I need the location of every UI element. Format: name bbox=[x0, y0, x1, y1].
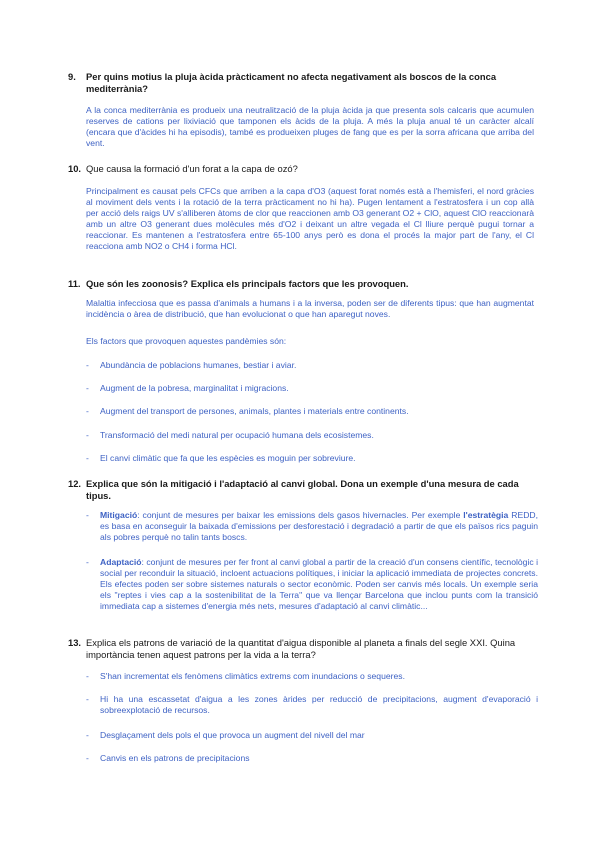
bullet-dash: - bbox=[86, 730, 89, 740]
bullet-dash: - bbox=[86, 406, 89, 416]
list-item bbox=[86, 753, 538, 764]
bullet-dash: - bbox=[86, 360, 89, 370]
bullet-text: Augment del transport de persones, animals, plantes i materials entre continents. bbox=[100, 406, 409, 416]
bullet-text: Desglaçament dels pols el que provoca un augment del nivell del mar bbox=[100, 730, 365, 740]
question-11 bbox=[68, 278, 538, 290]
adaptacio-text: : conjunt de mesures per fer front al canvi global a partir de la creació d'un consens científic, tecnològic i social per reconduir la situació, incloent actuacions polítiques, i iniciar la aplicació immediata de projectes concrets. Els efectes poden ser sobre sistemes naturals o sector econòmic. Poden ser canvis més locals. Un exemple seria els "reptes i vies cap a la sostenibilitat de la Terra" que va llençar Barcelona que inclou punts com la transició immediata cap a sistemes d'energia més nets, mesures d'adaptació al canvi climàtic... bbox=[100, 557, 538, 612]
question-number: 13. bbox=[68, 637, 82, 648]
bullet-text bbox=[100, 510, 538, 543]
list-item bbox=[86, 406, 538, 417]
answer-10: Principalment es causat pels CFCs que arriben a la capa d'O3 (aquest forat només està a l'hemisferi, el nord gràcies al moviment dels vents i la rotació de la terra pràcticament no hi ha). Pugen lentament a l'estratosfera i un cop allà per acció dels raigs UV s'alliberen àtoms de clor que reaccionen amb O3 generant O2 + ClO, aquest ClO reaccionarà amb un altre O3 generant dues molècules més d'O2 i deixant un altre vegada el Cl lliure perquè pugui tornar a reaccionar. Es mantenen a l'estratosfera entre 65-100 anys però es dona el procés la major part de l'any, el Cl reacciona amb NO2 o CH4 i forma HCl. bbox=[86, 186, 534, 252]
bullet-dash: - bbox=[86, 694, 89, 704]
question-text: Explica els patrons de variació de la quantitat d'aigua disponible al planeta a finals del segle XXI. Quina importància tenen aquest patrons per la vida a la terra? bbox=[86, 637, 516, 660]
keyword-mitigacio: Mitigació bbox=[100, 510, 138, 520]
question-number: 9. bbox=[68, 71, 76, 82]
mitigacio-text-a: : conjunt de mesures per baixar les emissions dels gasos hivernacles. Per exemple bbox=[137, 510, 464, 520]
bullet-text: S'han incrementat els fenòmens climàtics extrems com inundacions o sequeres. bbox=[100, 671, 405, 681]
question-10 bbox=[68, 163, 538, 175]
bullet-dash: - bbox=[86, 510, 89, 520]
list-item bbox=[86, 557, 538, 612]
list-item bbox=[86, 694, 538, 716]
bullet-dash: - bbox=[86, 753, 89, 763]
bullet-dash: - bbox=[86, 671, 89, 681]
bullet-text: Transformació del medi natural per ocupació humana dels ecosistemes. bbox=[100, 430, 374, 440]
list-item bbox=[86, 453, 538, 464]
answer-9: A la conca mediterrània es produeix una neutralització de la pluja àcida ja que presenta sols calcaris que acumulen reserves de cations per lixiviació que tamponen els àcids de la pluja. A més la pluja anual té un caràcter alcalí (encara que d'àcides hi ha episodis), també es produeixen pluges de fang que es per la sorra africana que arriba del vent. bbox=[86, 105, 534, 149]
bullet-text: El canvi climàtic que fa que les espècies es moguin per sobreviure. bbox=[100, 453, 356, 463]
bullet-dash: - bbox=[86, 557, 89, 567]
factors-intro: Els factors que provoquen aquestes pandèmies són: bbox=[86, 336, 287, 346]
list-item bbox=[86, 671, 538, 682]
question-text: Que són les zoonosis? Explica els principals factors que les provoquen. bbox=[86, 278, 409, 289]
question-number: 12. bbox=[68, 478, 82, 489]
list-item bbox=[86, 360, 538, 371]
bullet-dash: - bbox=[86, 430, 89, 440]
keyword-adaptacio: Adaptació bbox=[100, 557, 142, 567]
list-item bbox=[86, 383, 538, 394]
bullet-dash: - bbox=[86, 383, 89, 393]
question-text: Que causa la formació d'un forat a la capa de ozó? bbox=[86, 163, 298, 174]
answer-11: Malaltia infecciosa que es passa d'animals a humans i a la inversa, poden ser de diferents tipus: que han augmentat incidència o àrea de distribució, que han evolucionat o que han aparegut noves. bbox=[86, 298, 534, 320]
question-number: 10. bbox=[68, 163, 82, 174]
bullet-text: Canvis en els patrons de precipitacions bbox=[100, 753, 250, 763]
bullet-text: Abundància de poblacions humanes, bestiar i aviar. bbox=[100, 360, 297, 370]
question-9 bbox=[68, 71, 538, 95]
question-number: 11. bbox=[68, 278, 81, 289]
bullet-text: Hi ha una escassetat d'aigua a les zones àrides per reducció de precipitacions, augment d'evaporació i sobreexplotació de recursos. bbox=[100, 694, 538, 716]
bullet-dash: - bbox=[86, 453, 89, 463]
list-item bbox=[86, 730, 538, 741]
bullet-text: Augment de la pobresa, marginalitat i migracions. bbox=[100, 383, 289, 393]
keyword-estrategia: l'estratègia bbox=[463, 510, 509, 520]
question-text: Explica que són la mitigació i l'adaptació al canvi global. Dona un exemple d'una mesura de cada tipus. bbox=[86, 478, 519, 501]
question-text: Per quins motius la pluja àcida pràcticament no afecta negativament als boscos de la conca mediterrània? bbox=[86, 71, 497, 94]
question-13 bbox=[68, 637, 538, 661]
list-item bbox=[86, 430, 538, 441]
bullet-text bbox=[100, 557, 538, 612]
question-12 bbox=[68, 478, 538, 502]
mitigacio-text-b: REDD, es basa en aconseguir la baixada d'emissions per desforestació i degradació a partir de que els països rics paguin als pobres perquè no talin tants boscs. bbox=[100, 510, 538, 543]
list-item bbox=[86, 510, 538, 543]
